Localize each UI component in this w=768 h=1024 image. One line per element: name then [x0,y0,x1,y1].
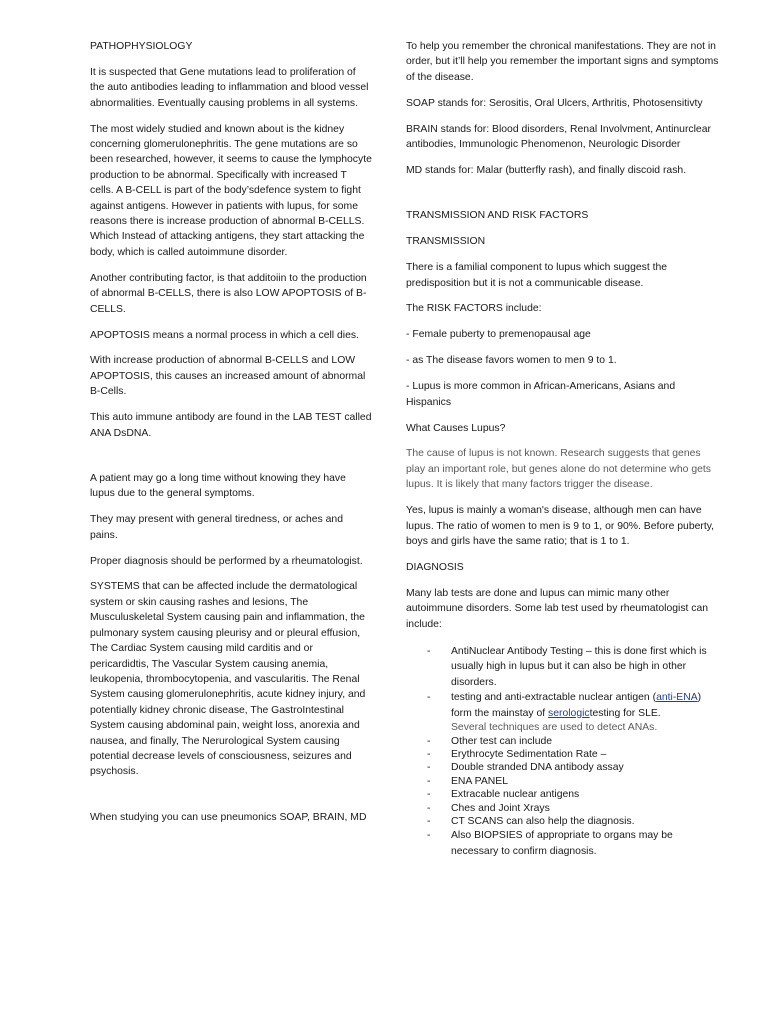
intro-paragraph: To help you remember the chronical manifestations. They are not in order, but it’ll help you remember the important signs and symptoms of the disease. [406,41,719,83]
paragraph: A patient may go a long time without knowing they have lupus due to the general symptoms. [90,472,346,500]
dash-bullet: - [427,816,431,828]
paragraph: With increase production of abnormal B-CELLS and LOW APOPTOSIS, this causes an increased amount of abnormal B-Cells. [90,355,366,398]
dash-bullet: - [427,775,431,787]
transmission-paragraph: There is a familial component to lupus which suggest the predisposition but it is not a communicable disease. [406,262,668,289]
dash-bullet: - [427,789,431,801]
paragraph: This auto immune antibody are found in the LAB TEST called ANA DsDNA. [90,412,372,439]
list-item-text: Ches and Joint Xrays [451,802,550,814]
anti-ena-link[interactable]: anti-ENA [656,692,698,704]
transmission-heading: TRANSMISSION AND RISK FACTORS [406,210,589,222]
list-item-text: testing for SLE. [589,707,661,719]
lab-test-list [406,644,722,859]
dash-bullet: - [427,692,431,704]
transmission-subheading: TRANSMISSION [406,236,486,248]
list-item-text: Other test can include [451,735,553,747]
list-item-text: Erythrocyte Sedimentation Rate – [451,749,607,760]
diagnosis-paragraph: Many lab tests are done and lupus can mimic many other autoimmune disorders. Some lab test used by rheumatologist can include: [406,587,709,630]
pathophysiology-heading: PATHOPHYSIOLOGY [90,41,193,52]
causes-paragraph: The cause of lupus is not known. Research suggests that genes play an important role, but genes alone do not determine who gets lupus. It is likely that many factors trigger the disease. [406,448,711,491]
dash-bullet: - [427,645,431,657]
list-item [406,828,722,859]
list-item-text: Extracable nuclear antigens [451,789,580,801]
list-item-text: ) form the mainstay of [451,692,702,719]
dash-bullet: - [427,749,431,760]
risk-factors-heading: The RISK FACTORS include: [406,303,542,315]
list-item [406,815,722,828]
list-item-text: Also BIOPSIES of appropriate to organs may be necessary to confirm diagnosis. [451,830,673,857]
list-item [406,644,722,690]
paragraph: It is suspected that Gene mutations lead to proliferation of the auto antibodies leading to inflammation and blood vessel abnormalities. Eventually causing problems in all systems. [90,66,369,109]
dash-bullet: - [427,830,431,842]
dash-bullet: - [427,735,431,747]
risk-item: - as The disease favors women to men 9 to 1. [406,355,617,367]
ratio-paragraph: Yes, lupus is mainly a woman's disease, although men can have lupus. The ratio of women to men is 9 to 1, or 90%. Before puberty, boys and girls have the same ratio; that is 1 to 1. [406,505,715,547]
list-item [406,748,722,761]
list-item [406,690,722,734]
paragraph: They may present with general tiredness, or aches and pains. [90,514,343,541]
paragraph: The most widely studied and known about is the kidney concerning glomerulonephritis. The gene mutations are so been researched, however, it seems to cause the lymphocyte production to be abnormal. Specifically with increased T cells. A B-CELL is part of the body’sdefence system to fight against antigens. However in patients with lupus, for some reasons there is increase production of abnormal B-CELLS. Which Instead of attacking antigens, they start attacking the body, which is called autoimmune disorder. [90,123,372,258]
list-item-text: Double stranded DNA antibody assay [451,762,624,774]
risk-item: - Lupus is more common in African-Americans, Asians and Hispanics [406,381,676,408]
left-column [90,39,372,836]
paragraph: Proper diagnosis should be performed by a rheumatologist. [90,555,363,567]
md-paragraph: MD stands for: Malar (butterfly rash), and finally discoid rash. [406,164,687,176]
dash-bullet: - [427,762,431,774]
dash-bullet: - [427,802,431,814]
brain-paragraph: BRAIN stands for: Blood disorders, Renal Involvment, Antinurclear antibodies, Immunologic Phenomenon, Neurologic Disorder [406,123,711,151]
list-item [406,761,722,774]
diagnosis-heading: DIAGNOSIS [406,561,464,573]
serologic-link[interactable]: serologic [548,707,590,719]
list-item-text: testing and anti-extractable nuclear antigen ( [451,692,657,704]
paragraph: Another contributing factor, is that additoiin to the production of abnormal B-CELLS, there is also LOW APOPTOSIS of B-CELLS. [90,272,367,315]
systems-paragraph: SYSTEMS that can be affected include the dermatological system or skin causing rashes and lesions, The Musculuskeletal System causing pain and inflammation, the pulmonary system causing pleurisy and or pleural effusion, The Cardiac System causing mild carditis and or pericardidtis, The Vascular System causing anemia, leukopenia, thrombocytopenia, and vascularitis. The Renal System causing glomerulonephritis, acute kidney injury, and potentially kidney chronic disease, The GastroIntestinal System causing abdominal pain, weight loss, anorexia and nausea, and finally, The Nerurological System causing potential decrease levels of consciousness, seizures and psychosis. [90,581,366,778]
list-item-text: AntiNuclear Antibody Testing – this is done first which is usually high in lupus but it can also be high in other disorders. [451,645,707,688]
soap-paragraph: SOAP stands for: Serositis, Oral Ulcers, Arthritis, Photosensitivty [406,97,703,109]
list-item-text: ENA PANEL [451,775,508,787]
causes-heading: What Causes Lupus? [406,422,506,434]
list-item [406,775,722,788]
ena-subnote: Several techniques are used to detect ANAs. [451,722,658,733]
list-item [406,802,722,815]
list-item [406,735,722,748]
right-column [406,39,722,859]
risk-item: - Female puberty to premenopausal age [406,329,591,341]
paragraph: APOPTOSIS means a normal process in which a cell dies. [90,329,359,341]
list-item [406,788,722,801]
list-item-text: CT SCANS can also help the diagnosis. [451,816,635,828]
closing-paragraph: When studying you can use pneumonics SOAP, BRAIN, MD [90,811,367,823]
